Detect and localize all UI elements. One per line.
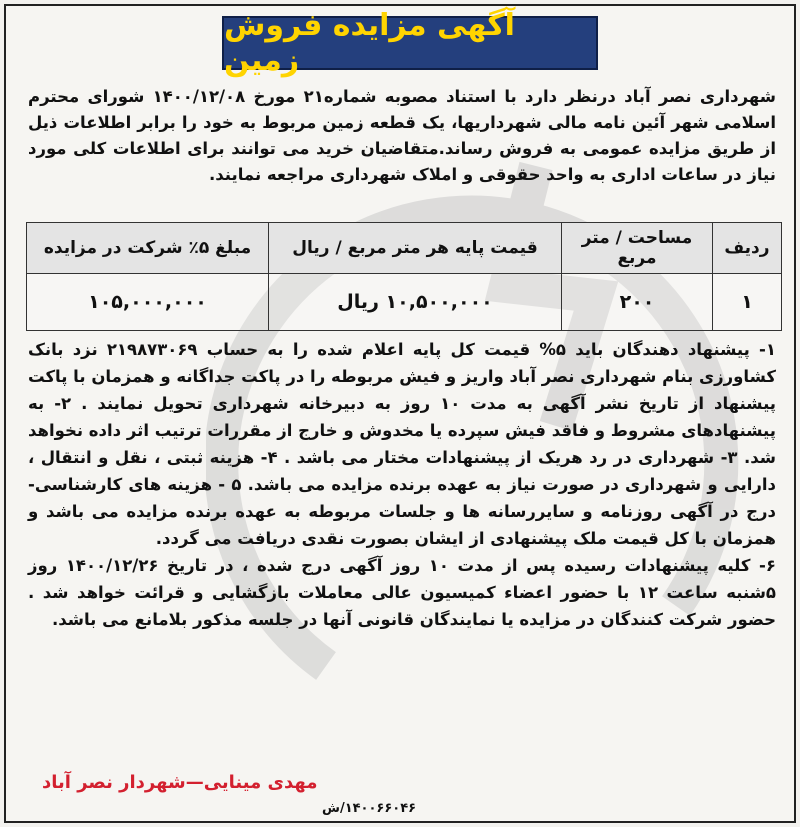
header-base-price: قیمت پایه هر متر مربع / ریال: [269, 223, 562, 274]
notice-title: آگهی مزایده فروش زمین: [224, 8, 515, 78]
cell-deposit: ۱۰۵,۰۰۰,۰۰۰: [27, 274, 269, 331]
header-row-number: ردیف: [713, 223, 782, 274]
signature: مهدی مینایی—شهردار نصر آباد: [42, 772, 318, 793]
terms-main-paragraph: ۱- پیشنهاد دهندگان باید ۵% قیمت کل پایه اعلام شده را به حساب ۲۱۹۸۷۳۰۶۹ نزد بانک کشاورزی بنام شهرداری نصر آباد واریز و فیش مربوطه را در پاکت جداگانه و همزمان با پاکت پیشنهاد از تاریخ نشر آگهی به مدت ۱۰ روز به دبیرخانه شهرداری تحویل نمایند . ۲- به پیشنهادهای مشروط و فاقد فیش سپرده یا مخدوش و خارج از مقررات ترتیب اثر داده نخواهد شد. ۳- شهرداری در رد هریک از پیشنهادات مختار می باشد . ۴- هزینه ثبتی ، نقل و انتقال ، دارایی و شهرداری در صورت نیاز به عهده برنده مزایده می باشد. ۵ - هزینه های کارشناسی- درج در آگهی روزنامه و سایررسانه ها و جلسات مربوطه به عهده برنده مزایده می باشد و همزمان با کل قیمت ملک پیشنهادی از ایشان بصورت نقدی دریافت می گردد.: [27, 340, 776, 548]
cell-area: ۲۰۰: [562, 274, 713, 331]
notice-code: ۱۴۰۰۶۶۰۴۶/ش: [322, 801, 417, 816]
intro-paragraph: شهرداری نصر آباد درنظر دارد با استناد مصوبه شماره۲۱ مورخ ۱۴۰۰/۱۲/۰۸ شورای محترم اسلامی شهر آئین نامه مالی شهرداریها، یک قطعه زمین مربوط به خود را برابر اطلاعات ذیل از طریق مزایده عمومی به فروش رساند.متقاضیان خرید می توانند برای اطلاعات کلی مورد نیاز در ساعات اداری به واحد حقوقی و املاک شهرداری مراجعه نمایند.: [28, 87, 776, 184]
notice-page: [4, 4, 796, 823]
cell-row-number: ۱: [713, 274, 782, 331]
terms-final-paragraph: ۶- کلیه پیشنهادات رسیده پس از مدت ۱۰ روز آگهی درج شده ، در تاریخ ۱۴۰۰/۱۲/۲۶ روز ۵شنبه ساعت ۱۲ با حضور اعضاء کمیسیون عالی معاملات بازگشایی و قرائت خواهد شد . حضور شرکت کنندگان در مزایده یا نمایندگان قانونی آنها در جلسه مذکور بلامانع می باشد.: [28, 556, 776, 629]
terms-section: [28, 336, 776, 633]
header-deposit: مبلغ ۵٪ شرکت در مزایده: [27, 223, 269, 274]
header-area: مساحت / متر مربع: [562, 223, 713, 274]
cell-base-price: ۱۰,۵۰۰,۰۰۰ ریال: [269, 274, 562, 331]
table-row: [27, 274, 782, 331]
auction-table: [26, 222, 782, 331]
table-header-row: [27, 223, 782, 274]
title-banner: [222, 8, 598, 78]
